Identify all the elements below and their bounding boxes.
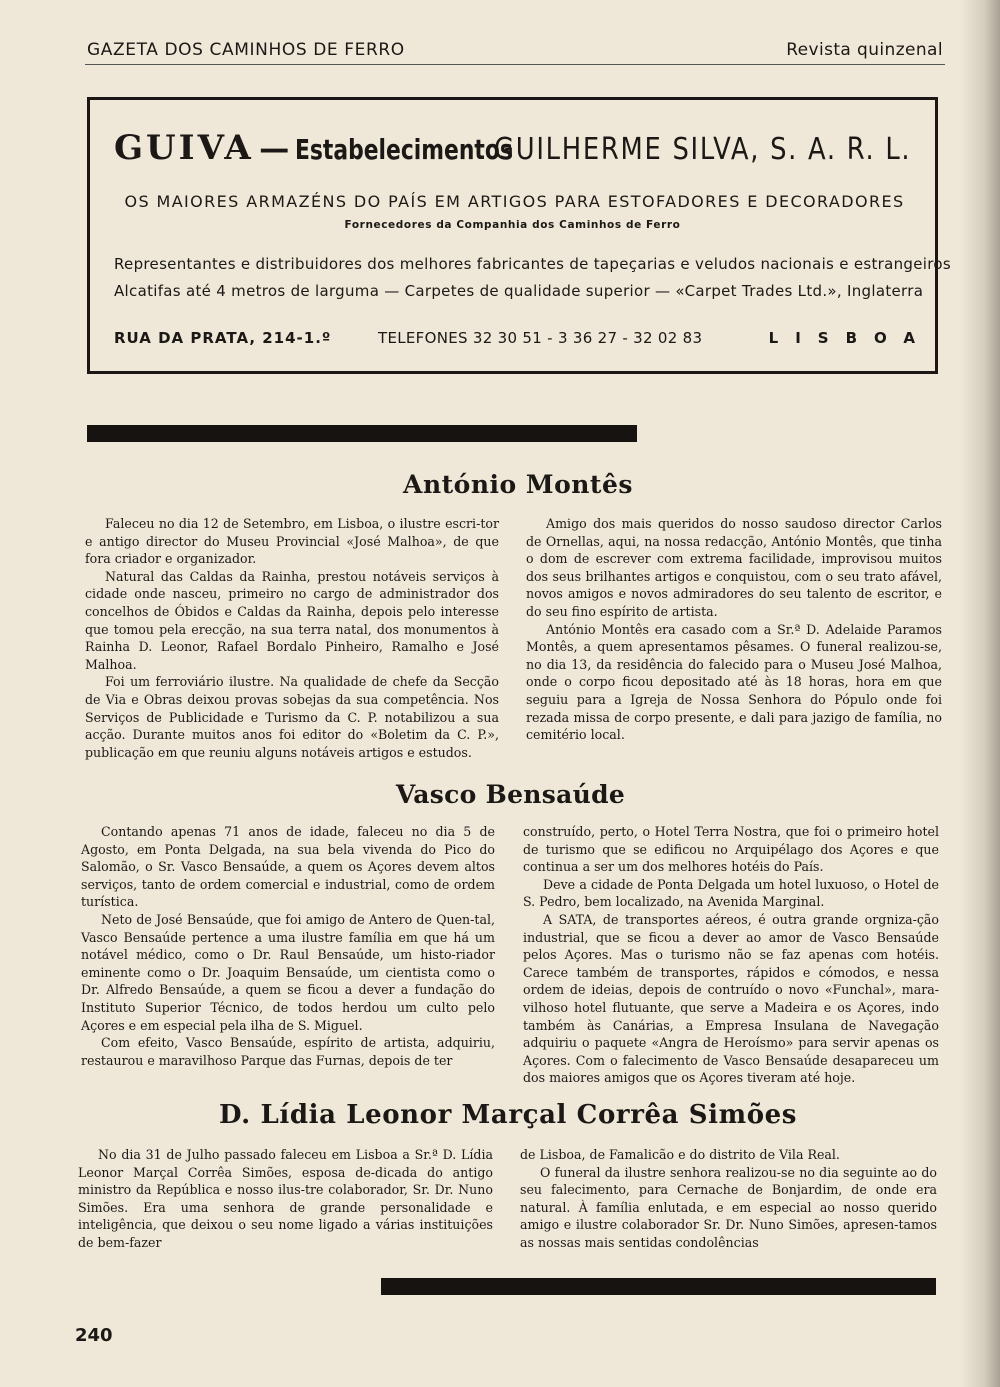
paragraph: Foi um ferroviário ilustre. Na qualidade de chefe da Secção de Via e Obras deixou provas sobejas da sua competência. Nos Serviços de Publicidade e Turismo da C. P. notabilizou a sua acção. Durante muitos anos foi editor do «Boletim da C. P.», publicação em que reuniu alguns notáveis artigos e estudos. [85, 674, 499, 760]
paragraph: Com efeito, Vasco Bensaúde, espírito de artista, adquiriu, restaurou e maravilhoso Parque das Furnas, depois de ter [81, 1035, 495, 1068]
ad-brand: GUIVA [114, 128, 254, 168]
ad-city: LISBOA [768, 329, 932, 347]
ad-phones: TELEFONES 32 30 51 - 3 36 27 - 32 02 83 [378, 329, 703, 347]
article-title: António Montês [403, 470, 633, 499]
paragraph: O funeral da ilustre senhora realizou-se no dia seguinte ao do seu falecimento, para Cernache de Bonjardim, de onde era natural. À família enlutada, e em especial ao nosso querido amigo e ilustre colaborador Sr. Dr. Nuno Simões, apresen-tamos as nossas mais sentidas condolências [520, 1164, 937, 1250]
paragraph: Neto de José Bensaúde, que foi amigo de Antero de Quen-tal, Vasco Bensaúde pertence a uma ilustre família em que há um notável médico, como o Dr. Raul Bensaúde, um histo-riador eminente como o Dr. Joaquim Bensaúde, um cientista como o Dr. Alfredo Bensaúde, a quem se ficou a dever a fundação do Instituto Superior Técnico, de todos herdou um culto pelo Açores e em especial pela ilha de S. Miguel. [81, 911, 495, 1033]
running-header-title: GAZETA DOS CAMINHOS DE FERRO [87, 40, 405, 60]
paragraph: António Montês era casado com a Sr.ª D. Adelaide Paramos Montês, a quem apresentamos pêsames. O funeral realizou-se, no dia 13, da residência do falecido para o Museu José Malhoa, onde o corpo ficou depositado até às 18 horas, hora em que seguiu para a Igreja de Nossa Senhora do Pópulo onde foi rezada missa de corpo presente, e dali para jazigo de família, no cemitério local. [526, 621, 942, 743]
page-edge-shadow [960, 0, 1000, 1387]
article-column-left [85, 515, 499, 761]
running-header-subtitle: Revista quinzenal [786, 40, 943, 60]
ad-company-name: GUILHERME SILVA, S. A. R. L. [494, 132, 912, 167]
paragraph: Deve a cidade de Ponta Delgada um hotel luxuoso, o Hotel de S. Pedro, bem localizado, na Avenida Marginal. [523, 876, 939, 910]
article-title: Vasco Bensaúde [395, 780, 626, 809]
article-title: D. Lídia Leonor Marçal Corrêa Simões [218, 1100, 798, 1130]
paragraph: Natural das Caldas da Rainha, prestou notáveis serviços à cidade onde nasceu, primeiro no cargo de administrador dos concelhos de Óbidos e Caldas da Rainha, depois pelo interesse que tomou pela erecção, na sua terra natal, dos monumentos à Rainha D. Leonor, Rafael Bordalo Pinheiro, Ramalho e José Malhoa. [85, 568, 499, 672]
ad-supplier-note: Fornecedores da Companhia dos Caminhos de Ferro [344, 219, 681, 231]
ad-address: RUA DA PRATA, 214-1.º [114, 329, 332, 347]
section-divider-bar [87, 425, 637, 442]
paragraph: Contando apenas 71 anos de idade, faleceu no dia 5 de Agosto, em Ponta Delgada, na sua bela vivenda do Pico do Salomão, o Sr. Vasco Bensaúde, a quem os Açores devem altos serviços, tanto de ordem comercial e industrial, como de ordem turística. [81, 824, 495, 910]
ad-products-line: Alcatifas até 4 metros de larguma — Carpetes de qualidade superior — «Carpet Trades Ltd.», Inglaterra [114, 282, 924, 300]
article-column-left [78, 1146, 493, 1252]
ad-separator: — [259, 132, 290, 167]
paragraph: de Lisboa, de Famalicão e do distrito de Vila Real. [520, 1147, 840, 1162]
paragraph: No dia 31 de Julho passado faleceu em Lisboa a Sr.ª D. Lídia Leonor Marçal Corrêa Simões, esposa de-dicada do antigo ministro da República e nosso ilus-tre colaborador, Sr. Dr. Nuno Simões. Era uma senhora de grande personalidade e inteligência, que deixou o seu nome ligado a várias instituições de bem-fazer [78, 1147, 493, 1250]
header-rule [85, 64, 945, 65]
paragraph: construído, perto, o Hotel Terra Nostra, que foi o primeiro hotel de turismo que se edificou no Arquipélago dos Açores e que continua a ser um dos melhores hotéis do País. [523, 824, 939, 875]
paragraph: A SATA, de transportes aéreos, é outra grande orgniza-ção industrial, que se ficou a dever ao amor de Vasco Bensaúde pelos Açores. Mas o turismo não se faz apenas com hotéis. Carece também de transportes, rápidos e cómodos, e nessa ordem de ideias, depois de contruído o novo «Funchal», mara-vilhoso hotel flutuante, que serve a Madeira e os Açores, indo também às Canárias, a Empresa Insulana de Navegação adquiriu o paquete «Angra de Heroísmo» para servir apenas os Açores. Com o falecimento de Vasco Bensaúde desapareceu um dos maiores amigos que os Açores tiveram até hoje. [523, 911, 939, 1086]
page-number: 240 [75, 1325, 113, 1346]
article-column-left [81, 823, 495, 1069]
paragraph: Amigo dos mais queridos do nosso saudoso director Carlos de Ornellas, aqui, na nossa redacção, António Montês, que tinha o dom de escrever com extrema facilidade, improvisou muitos dos seus brilhantes artigos e conquistou, com o seu trato afável, novos amigos e novos admiradores do seu talento de escritor, e do seu fino espírito de artista. [526, 516, 942, 619]
ad-subtitle: Estabelecimentos [294, 133, 513, 166]
article-column-right [526, 515, 942, 744]
ad-representation-line: Representantes e distribuidores dos melhores fabricantes de tapeçarias e veludos nacionais e estrangeiros [114, 255, 951, 273]
ad-tagline: OS MAIORES ARMAZÉNS DO PAÍS EM ARTIGOS PARA ESTOFADORES E DECORADORES [124, 192, 905, 211]
paragraph: Faleceu no dia 12 de Setembro, em Lisboa, o ilustre escri-tor e antigo director do Museu Provincial «José Malhoa», de que fora criador e organizador. [85, 516, 499, 567]
section-divider-bar [381, 1278, 936, 1295]
article-column-right [523, 823, 939, 1087]
advertisement-box [87, 97, 951, 374]
article-column-right [520, 1146, 937, 1252]
